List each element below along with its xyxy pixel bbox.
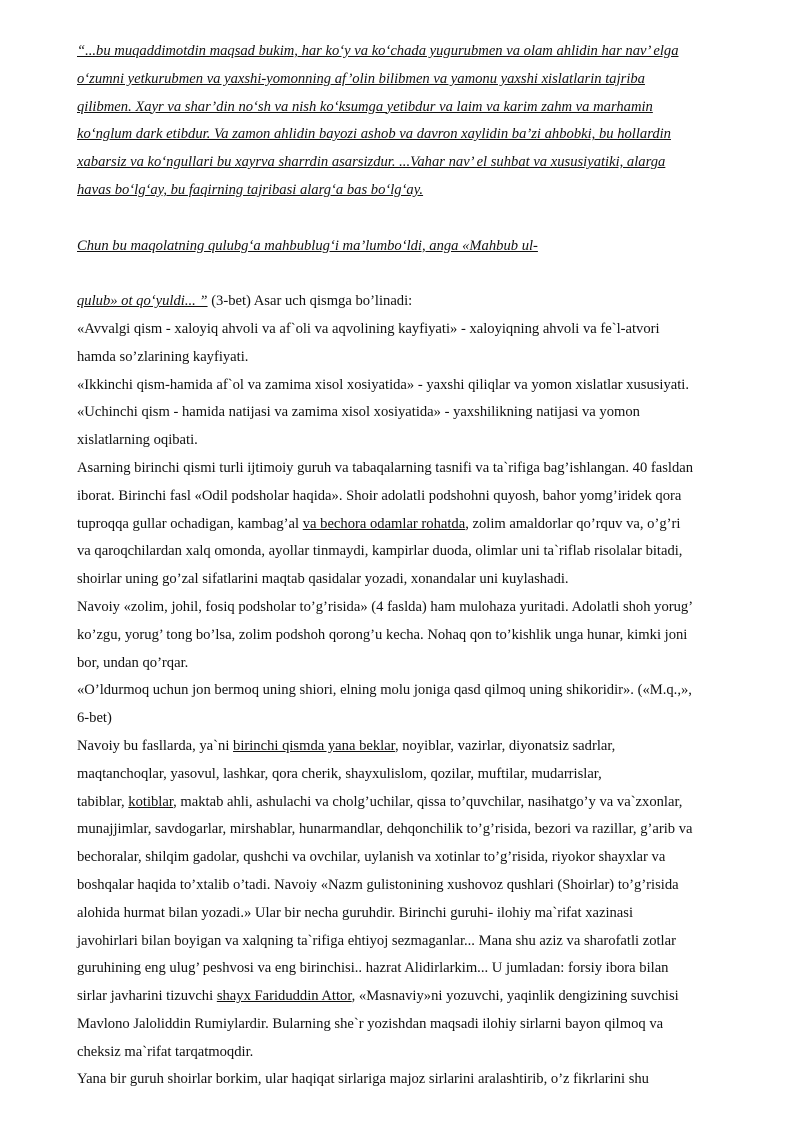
para4-line: Mavlono Jaloliddin Rumiylardir. Bularning she`r yozishdan maqsadi ilohiy sirlarni bayon qilmoq va: [77, 1015, 664, 1032]
part-line: «Avvalgi qism - xaloyiq ahvoli va af`oli va aqvolining kayfiyati» - xaloyiqning ahvoli va fe`l-atvori: [77, 320, 660, 337]
underlined-span: kotiblar: [128, 793, 174, 810]
quote2-line-mixed: [77, 288, 767, 316]
document-page: [77, 38, 767, 1094]
para5-line: Yana bir guruh shoirlar borkim, ular haqiqat sirlariga majoz sirlarini aralashtirib, o’z fikrlarini shu: [77, 1071, 649, 1088]
text-span: tuproqqa gullar ochadigan, kambag’al: [77, 515, 303, 532]
quote2-italic: qulub» ot qo‘yuldi... ”: [77, 293, 208, 310]
part-line: xislatlarning oqibati.: [77, 432, 198, 449]
para4-line: guruhining eng ulug’ peshvosi va eng birinchisi.. hazrat Alidirlarkim... U jumladan: forsiy ibora bilan: [77, 960, 669, 977]
quote-line: xabarsiz va ko‘ngullari bu xayrva sharrdin asarsizdur. ...Vahar nav’ el suhbat va xususiyatiki, alarga: [77, 154, 666, 171]
part-line: «Ikkinchi qism-hamida af`ol va zamima xisol xosiyatida» - yaxshi qiliqlar va yomon xislatlar xususiyati.: [77, 376, 690, 393]
para2-line: Navoiy «zolim, johil, fosiq podsholar to’g’risida» (4 faslda) ham mulohaza yuritadi. Adolatli shoh yorug’: [77, 598, 694, 615]
text-span: , «Masnaviy»ni yozuvchi, yaqinlik dengizining suvchisi: [351, 988, 679, 1005]
quote-line: “...bu muqaddimotdin maqsad bukim, har ko‘y va ko‘chada yugurubmen va olam ahlidin har nav’ elga: [77, 43, 679, 59]
underlined-span: birinchi qismda yana beklar: [233, 737, 395, 754]
para1-line: shoirlar uning go’zal sifatlarini maqtab qasidalar yozadi, xonandalar uni kuylashadi.: [77, 571, 569, 588]
para4-line: javohirlari bilan boyigan va xalqning ta`rifiga ehtiyoj sezmaganlar... Mana shu aziz va sharofatli zotlar: [77, 932, 676, 949]
para4-line: [77, 733, 767, 761]
quote-line: o‘zumni yetkurubmen va yaxshi-yomonning af’olin bilibmen va yamonu yaxshi xislatlarin tajriba: [77, 70, 645, 87]
para4-line: [77, 789, 767, 817]
para4-line: cheksiz ma`rifat tarqatmoqdir.: [77, 1043, 254, 1060]
part-line: «Uchinchi qism - hamida natijasi va zamima xisol xosiyatida» - yaxshilikning natijasi va yomon: [77, 404, 640, 421]
para2-line: bor, undan qo’rqar.: [77, 654, 189, 671]
para4-line: munajjimlar, savdogarlar, mirshablar, hunarmandlar, dehqonchilik to’g’risida, bezori va razillar, g’arib va: [77, 821, 693, 838]
para3-line: 6-bet): [77, 710, 112, 727]
para4-line: boshqalar haqida to’xtalib o’tadi. Navoiy «Nazm gulistonining xushovoz qushlari (Shoirlar) to’g’risida: [77, 876, 679, 893]
text-span: , zolim amaldorlar qo’rquv va, o’g’ri: [465, 515, 681, 532]
text-span: , noyiblar, vazirlar, diyonatsiz sadrlar,: [394, 737, 616, 754]
para1-line: Asarning birinchi qismi turli ijtimoiy guruh va tabaqalarning tasnifi va ta`rifiga bag’ishlangan. 40 fasldan: [77, 459, 694, 476]
text-span: sirlar javharini tizuvchi: [77, 988, 217, 1005]
quote-block: [77, 38, 767, 205]
para3-line: «O’ldurmoq uchun jon bermoq uning shiori, elning molu joniga qasd qilmoq uning shikoridir». («M.q.,»,: [77, 682, 692, 699]
quote2-rest: (3-bet) Asar uch qismga bo’linadi:: [207, 293, 413, 310]
quote-line: qilibmen. Xayr va shar’din no‘sh va nish ko‘ksumga yetibdur va laim va karim zahm va marhamin: [77, 98, 653, 115]
para4-line: alohida hurmat bilan yozadi.» Ular bir necha guruhdir. Birinchi guruhi- ilohiy ma`rifat xazinasi: [77, 904, 634, 921]
text-span: tabiblar,: [77, 793, 129, 810]
para1-line: [77, 511, 767, 539]
para1-line: iborat. Birinchi fasl «Odil podsholar haqida». Shoir adolatli podshohni quyosh, bahor yomg’iridek qora: [77, 487, 682, 504]
quote-line: ko‘nglum dark etibdur. Va zamon ahlidin bayozi ashob va davron xaylidin ba’zi ahbobki, bu hollardin: [77, 126, 671, 143]
underlined-span: shayx Fariduddin Attor: [216, 988, 352, 1005]
para4-line: bechoralar, shilqim gadolar, qushchi va ovchilar, uylanish va xotinlar to’g’risida, riyokor shayxlar va: [77, 849, 666, 866]
para4-line: maqtanchoqlar, yasovul, lashkar, qora cherik, shayxulislom, qozilar, muftilar, mudarrislar,: [77, 765, 602, 782]
para2-line: ko’zgu, yorug’ tong bo’lsa, zolim podshoh qorong’u kecha. Nohaq qon to’kishlik unga hunar, kimki joni: [77, 626, 688, 643]
text-span: Navoiy bu fasllarda, ya`ni: [77, 737, 234, 754]
spacer: [77, 205, 767, 233]
quote-line: havas bo‘lg‘ay, bu faqirning tajribasi alarg‘a bas bo‘lg‘ay.: [77, 181, 424, 198]
para1-line: va qaroqchilardan xalq omonda, ayollar tinmaydi, kampirlar duoda, olimlar uni ta`riflab risolalar bitadi,: [77, 543, 683, 560]
spacer: [77, 260, 767, 288]
quote2-line: Chun bu maqolatning qulubg‘a mahbublug‘i ma’lumbo‘ldi, anga «Mahbub ul-: [77, 237, 538, 254]
part-line: hamda so’zlarining kayfiyati.: [77, 348, 249, 365]
text-span: , maktab ahli, ashulachi va cholg’uchilar, qissa to’quvchilar, nasihatgo’y va va`zxonlar,: [173, 793, 683, 810]
para4-line: [77, 983, 767, 1011]
underlined-span: va bechora odamlar rohatda: [302, 515, 466, 532]
